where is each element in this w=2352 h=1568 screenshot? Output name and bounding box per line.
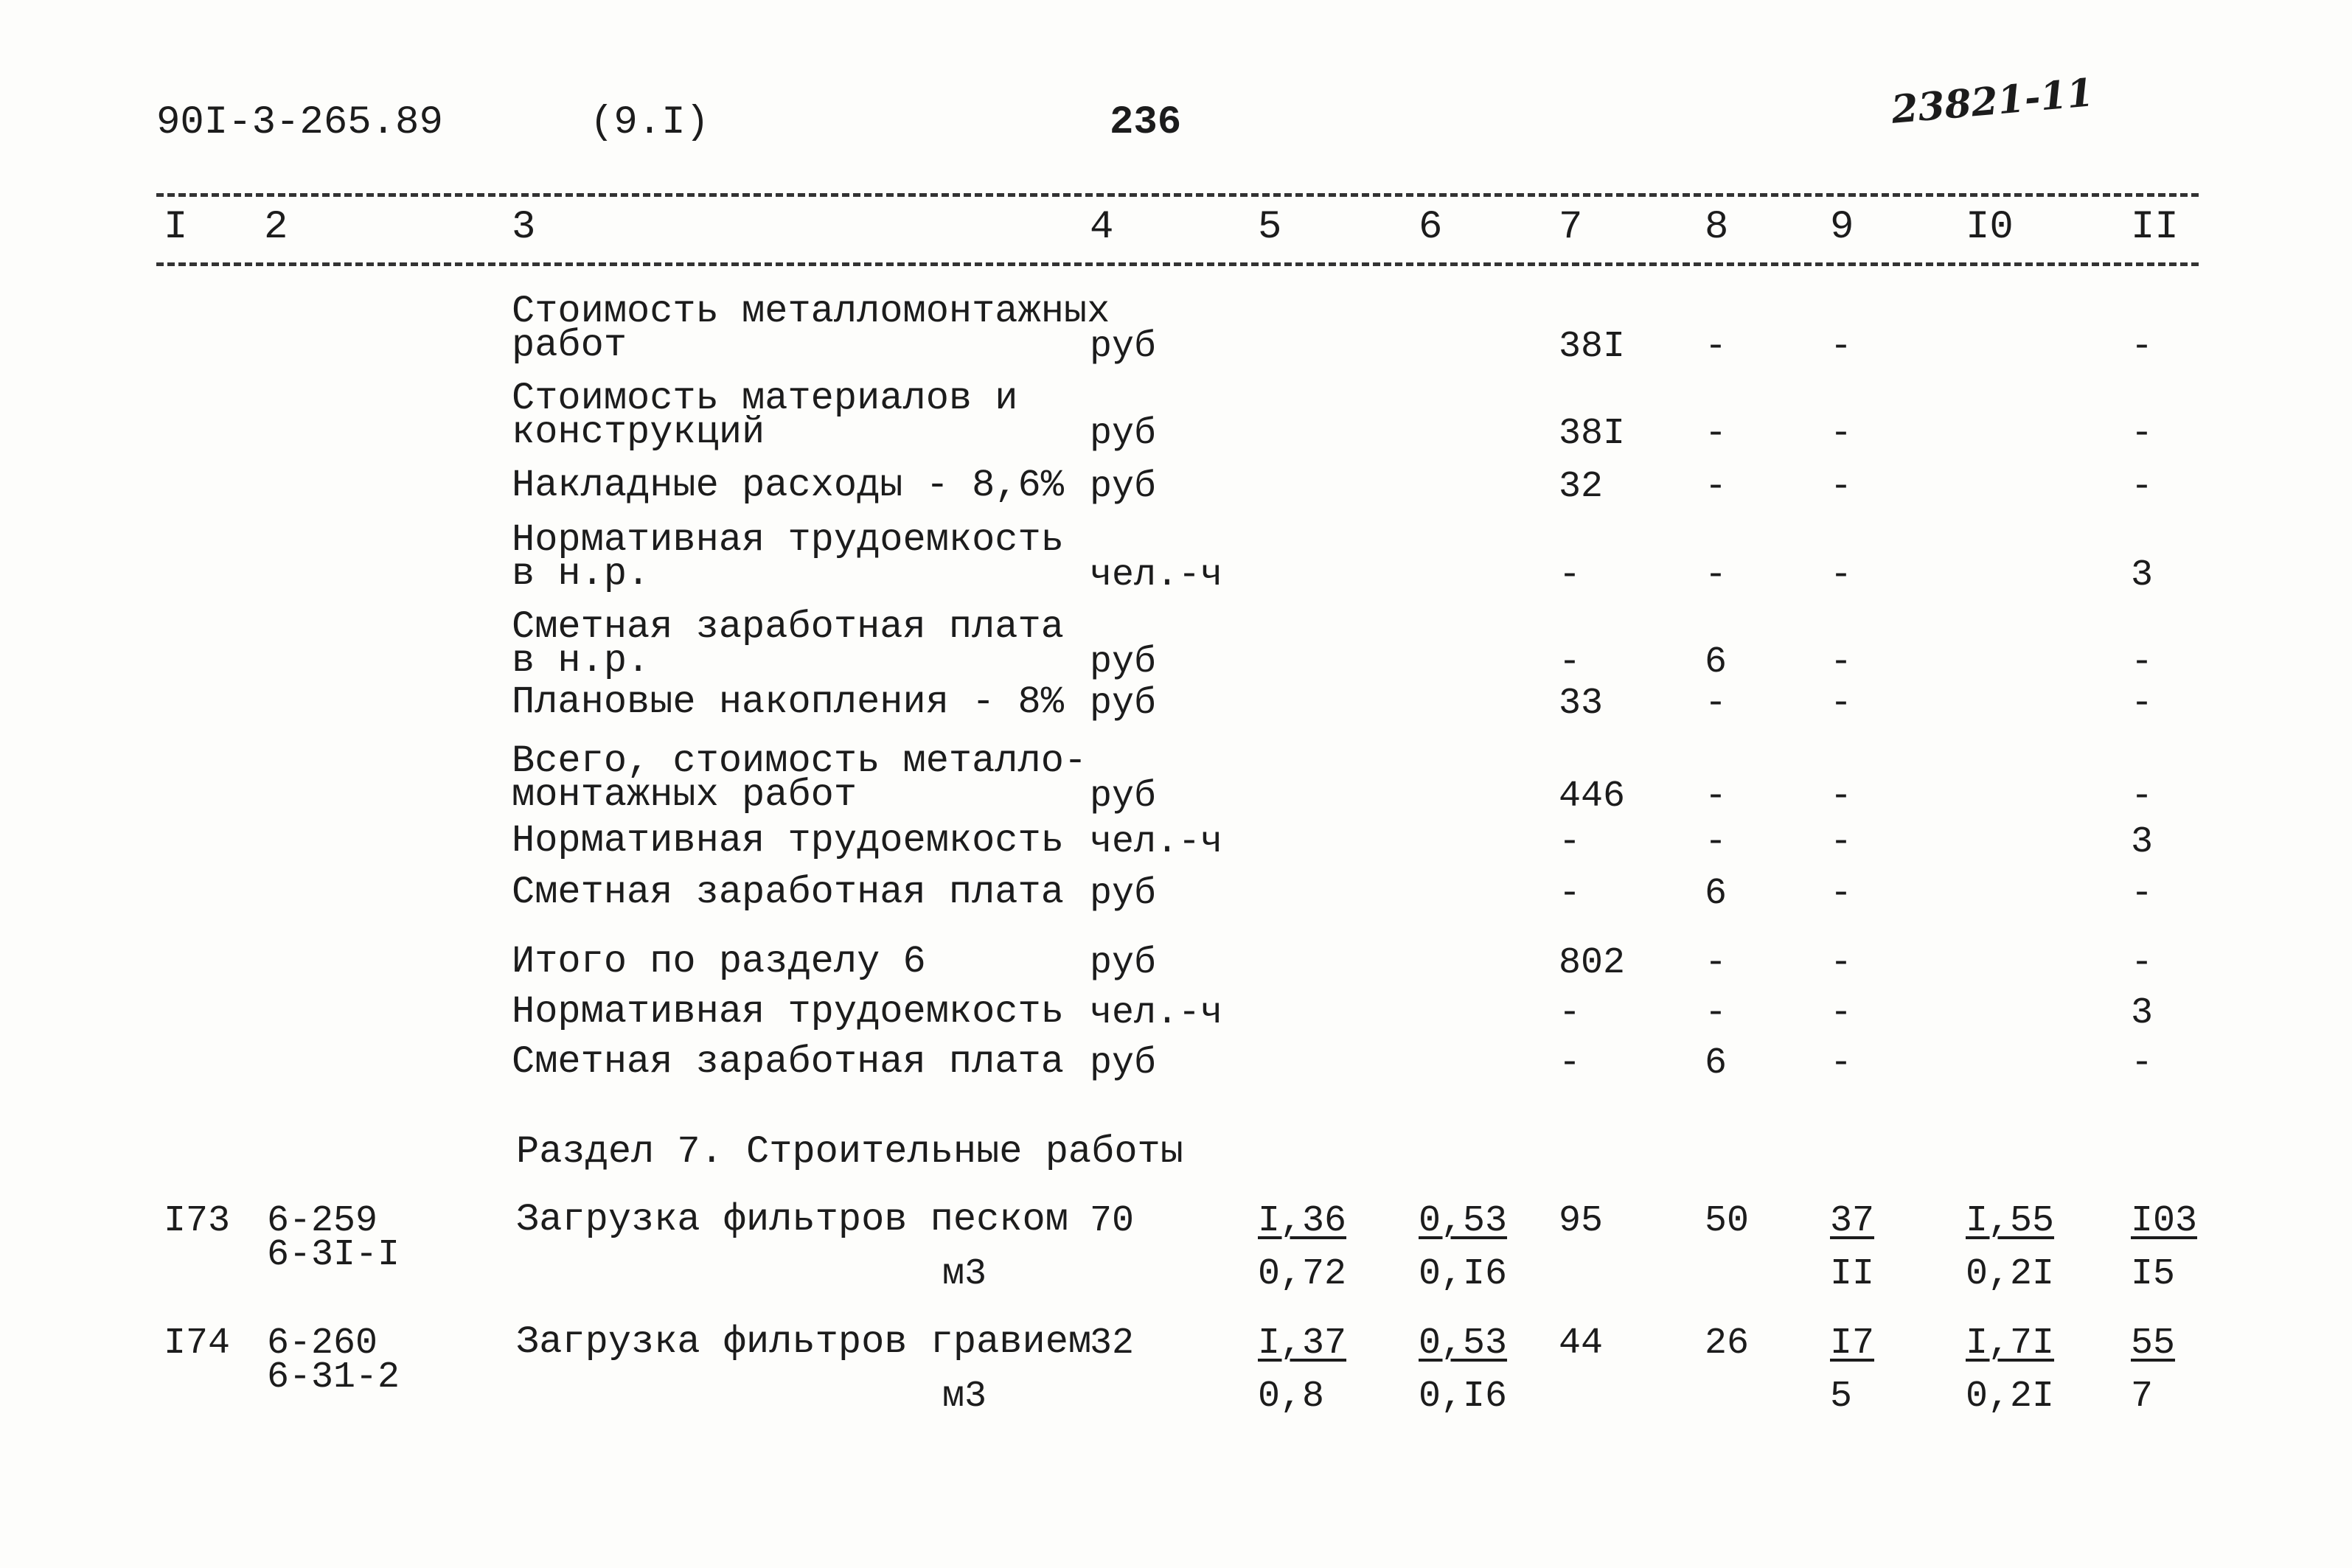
item-col4-value: 32 [1090,1323,1135,1365]
row-col7-value: 38I [1559,326,1626,368]
item-code-secondary: 6-3I-I [267,1234,400,1276]
row-description-line: Сметная заработная плата [512,1040,1064,1084]
header-bottom-rule [156,262,2199,266]
item-description: Загрузка фильтров песком [516,1198,1068,1241]
item-unit: м3 [942,1376,987,1418]
item-col10-bottom: 0,2I [1966,1253,2055,1295]
row-col8-value: - [1705,776,1728,818]
row-col9-value: - [1830,1042,1853,1084]
item-code-primary: 6-260 [267,1323,378,1365]
row-col7-value: - [1559,1042,1582,1084]
row-col7-value: 446 [1559,776,1626,818]
row-description-line: Сметная заработная плата [512,871,1064,914]
row-col8-value: - [1705,466,1728,508]
column-header-3: 3 [512,205,536,250]
row-col11-value: 3 [2131,821,2154,863]
row-description-line: в н.р. [512,639,650,683]
item-unit: м3 [942,1253,987,1295]
row-description-line: работ [512,324,627,367]
item-col8-value: 26 [1705,1323,1750,1365]
row-col11-value: - [2131,776,2154,818]
item-col10-bottom: 0,2I [1966,1376,2055,1418]
row-col9-value: - [1830,776,1853,818]
item-col5-bottom: 0,8 [1258,1376,1325,1418]
row-col9-value: - [1830,942,1853,984]
row-col8-value: - [1705,554,1728,596]
row-description-line: Нормативная трудоемкость [512,990,1064,1034]
row-col11-value: - [2131,413,2154,455]
item-col9-bottom: II [1830,1253,1875,1295]
row-col7-value: 38I [1559,413,1626,455]
row-col11-value: - [2131,641,2154,683]
item-col7-value: 44 [1559,1323,1604,1365]
row-col8-value: - [1705,413,1728,455]
row-col7-value: - [1559,641,1582,683]
row-col8-value: - [1705,942,1728,984]
row-unit: руб [1090,776,1157,818]
item-number: I73 [164,1200,231,1242]
row-description-line: Итого по разделу 6 [512,940,926,983]
item-col9-bottom: 5 [1830,1376,1853,1418]
item-col6-top: 0,53 [1419,1200,1508,1242]
item-col6-bottom: 0,I6 [1419,1376,1508,1418]
item-col11-bottom: I5 [2131,1253,2176,1295]
row-col7-value: - [1559,992,1582,1034]
row-description-line: конструкций [512,411,765,454]
row-description-line: Сметная заработная плата [512,605,1064,649]
row-col8-value: 6 [1705,641,1728,683]
item-col9-top: 37 [1830,1200,1875,1242]
column-header-6: 6 [1419,205,1443,250]
header-top-rule [156,193,2199,197]
row-unit: руб [1090,326,1157,368]
section-7-title: Раздел 7. Строительные работы [516,1130,1183,1174]
item-col6-top: 0,53 [1419,1323,1508,1365]
item-col11-top: 55 [2131,1323,2176,1365]
item-col5-top: I,36 [1258,1200,1347,1242]
row-unit: руб [1090,413,1157,455]
row-col9-value: - [1830,873,1853,915]
row-col11-value: - [2131,873,2154,915]
row-description-line: Накладные расходы - 8,6% [512,464,1064,507]
row-col9-value: - [1830,466,1853,508]
row-col8-value: 6 [1705,873,1728,915]
document-code: 90I-3-265.89 [156,100,443,145]
row-unit: чел.-ч [1090,554,1223,596]
row-description-line: Стоимость металломонтажных [512,290,1110,333]
row-col9-value: - [1830,413,1853,455]
row-description-line: монтажных работ [512,773,857,817]
item-col5-bottom: 0,72 [1258,1253,1347,1295]
item-number: I74 [164,1323,231,1365]
row-col9-value: - [1830,326,1853,368]
column-header-1: I [164,205,188,250]
column-header-7: 7 [1559,205,1583,250]
document-part: (9.I) [590,100,710,145]
row-col9-value: - [1830,554,1853,596]
row-col11-value: - [2131,1042,2154,1084]
row-col8-value: - [1705,326,1728,368]
item-col11-top: I03 [2131,1200,2198,1242]
row-col7-value: - [1559,873,1582,915]
column-header-11: II [2131,205,2179,250]
row-unit: чел.-ч [1090,821,1223,863]
column-header-5: 5 [1258,205,1282,250]
item-col4-value: 70 [1090,1200,1135,1242]
row-description-line: Нормативная трудоемкость [512,819,1064,863]
row-description-line: Всего, стоимость металло- [512,739,1088,783]
row-col11-value: 3 [2131,992,2154,1034]
row-col8-value: 6 [1705,1042,1728,1084]
column-header-2: 2 [264,205,288,250]
row-col7-value: - [1559,554,1582,596]
column-header-10: I0 [1966,205,2014,250]
item-col5-top: I,37 [1258,1323,1347,1365]
handwritten-stamp: 23821-11 [1889,70,2095,133]
row-col11-value: - [2131,326,2154,368]
row-description-line: Нормативная трудоемкость [512,518,1064,562]
row-unit: руб [1090,942,1157,984]
row-col7-value: - [1559,821,1582,863]
page-number: 236 [1110,100,1182,145]
row-col8-value: - [1705,683,1728,725]
row-unit: руб [1090,1042,1157,1084]
row-col9-value: - [1830,992,1853,1034]
column-header-4: 4 [1090,205,1114,250]
row-unit: руб [1090,683,1157,725]
row-description-line: Стоимость материалов и [512,377,1018,420]
row-col11-value: - [2131,466,2154,508]
row-unit: руб [1090,641,1157,683]
column-header-9: 9 [1830,205,1854,250]
column-header-8: 8 [1705,205,1729,250]
item-col10-top: I,7I [1966,1323,2055,1365]
item-col7-value: 95 [1559,1200,1604,1242]
item-col8-value: 50 [1705,1200,1750,1242]
item-code-secondary: 6-31-2 [267,1356,400,1398]
row-col7-value: 32 [1559,466,1604,508]
item-col9-top: I7 [1830,1323,1875,1365]
item-description: Загрузка фильтров гравием [516,1320,1092,1364]
row-description-line: в н.р. [512,552,650,596]
item-col10-top: I,55 [1966,1200,2055,1242]
row-col9-value: - [1830,821,1853,863]
row-col11-value: 3 [2131,554,2154,596]
row-unit: руб [1090,873,1157,915]
row-col9-value: - [1830,641,1853,683]
row-col8-value: - [1705,821,1728,863]
item-col6-bottom: 0,I6 [1419,1253,1508,1295]
row-col7-value: 802 [1559,942,1626,984]
row-col11-value: - [2131,683,2154,725]
row-unit: чел.-ч [1090,992,1223,1034]
item-code-primary: 6-259 [267,1200,378,1242]
row-col8-value: - [1705,992,1728,1034]
row-description-line: Плановые накопления - 8% [512,680,1064,724]
item-col11-bottom: 7 [2131,1376,2154,1418]
row-col11-value: - [2131,942,2154,984]
row-col9-value: - [1830,683,1853,725]
row-col7-value: 33 [1559,683,1604,725]
row-unit: руб [1090,466,1157,508]
